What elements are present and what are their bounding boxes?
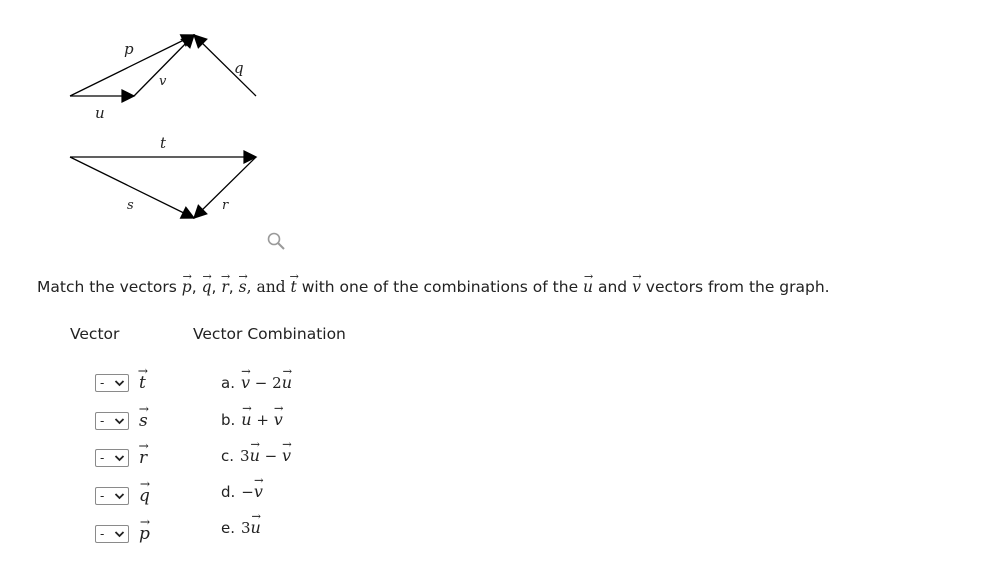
inline-vector-r: → r — [221, 278, 228, 296]
label-t: t — [160, 134, 167, 152]
inline-vector-p: → p — [182, 278, 192, 296]
option-d: d. −→ v — [221, 482, 263, 501]
label-q: q — [234, 59, 244, 77]
match-select-q[interactable]: - — [95, 487, 129, 505]
match-row-q — [95, 485, 150, 507]
match-row-r — [95, 447, 147, 469]
chevron-down-icon — [114, 416, 125, 426]
match-row-s — [95, 410, 148, 432]
option-c: c. 3→ u − → v — [221, 446, 291, 465]
chevron-down-icon — [114, 378, 125, 388]
match-select-t[interactable]: - — [95, 374, 129, 392]
match-row-t — [95, 372, 146, 394]
chevron-down-icon — [114, 453, 125, 463]
row-vector-label: → s — [139, 411, 148, 431]
vector-q — [194, 35, 256, 96]
inline-vector-s: → s — [239, 278, 247, 296]
row-vector-label: → r — [139, 448, 147, 468]
inline-vector-q: → q — [202, 278, 212, 296]
row-vector-label: → q — [139, 486, 150, 506]
chevron-down-icon — [114, 529, 125, 539]
row-vector-label: → p — [139, 524, 150, 544]
match-select-r[interactable]: - — [95, 449, 129, 467]
inline-vector-u: → u — [583, 278, 593, 296]
label-r: r — [222, 198, 229, 213]
label-s: s — [127, 198, 134, 213]
match-select-s[interactable]: - — [95, 412, 129, 430]
inline-vector-v: → v — [632, 278, 641, 296]
label-u: u — [95, 104, 105, 122]
match-select-p[interactable]: - — [95, 525, 129, 543]
option-e: e. 3→ u — [221, 518, 261, 537]
option-a: a. → v − 2→ u — [221, 373, 292, 392]
instructions-text: Match the vectors → p, → q, → r, → s, and → t with one of the combinations of the → u and → v vectors from the graph. — [37, 278, 830, 296]
label-v: v — [159, 74, 167, 89]
inline-vector-t: → t — [291, 278, 297, 296]
chevron-down-icon — [114, 491, 125, 501]
vector-diagram — [0, 0, 300, 230]
option-b: b. → u + → v — [221, 410, 283, 429]
magnifier-icon[interactable] — [266, 231, 286, 251]
label-p: p — [124, 40, 134, 58]
row-vector-label: → t — [139, 373, 146, 393]
match-row-p — [95, 523, 150, 545]
combination-column-header: Vector Combination — [193, 325, 346, 343]
vector-column-header: Vector — [70, 325, 120, 343]
